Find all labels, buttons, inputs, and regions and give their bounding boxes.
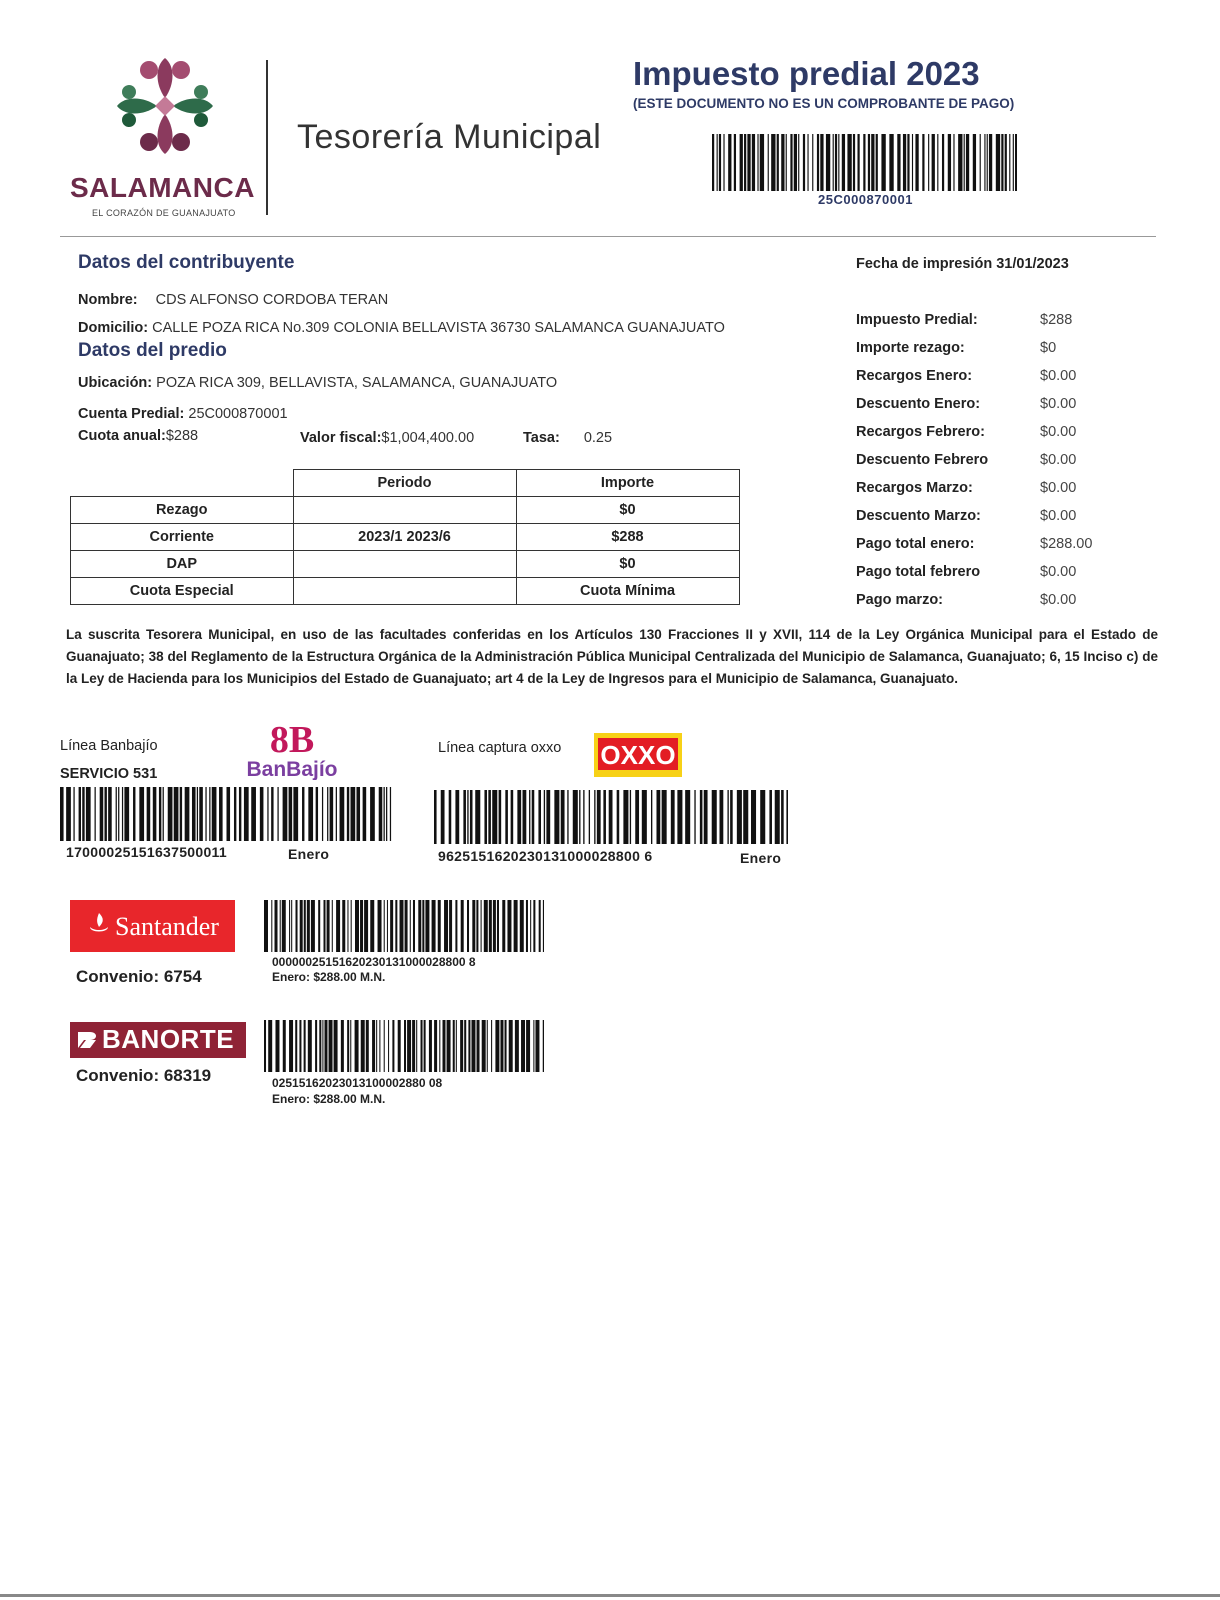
table-row-concept: Rezago	[71, 497, 294, 524]
header-divider	[266, 60, 268, 215]
summary-label: Descuento Marzo:	[856, 508, 981, 524]
oxxo-barcode	[434, 790, 788, 844]
santander-barcode	[264, 900, 544, 952]
table-row-period	[293, 551, 516, 578]
table-header-row	[71, 470, 740, 497]
summary-value: $0.00	[1040, 480, 1077, 496]
logo-tagline: EL CORAZÓN DE GUANAJUATO	[92, 208, 236, 218]
banbajio-month: Enero	[288, 846, 330, 862]
svg-text:8B: 8B	[269, 722, 315, 761]
summary-label: Importe rezago:	[856, 340, 965, 356]
table-row-concept: Corriente	[71, 524, 294, 551]
fiscal-value-field	[300, 430, 474, 446]
oxxo-logo	[594, 733, 682, 777]
property-account-label: Cuenta Predial:	[78, 406, 185, 422]
banorte-agreement: Convenio: 68319	[76, 1066, 212, 1085]
summary-value: $288	[1040, 312, 1073, 328]
tax-rate: 0.25	[583, 430, 613, 446]
print-date-label: Fecha de impresión	[856, 256, 993, 272]
table-row-amount: $0	[516, 551, 739, 578]
legal-notice: La suscrita Tesorera Municipal, en uso de las facultades conferidas en los Artículos 130 Fracciones II y XVII, 114 de la Ley Orgánica Municipal para el Estado de Guanajuato; 38 del Reglamento de la Estructura Orgánica de la Administración Pública Municipal Centralizada del Municipio de Salamanca, Guanajuato; 6, 15 Inciso c) de la Ley de Hacienda para los Municipios del Estado de Guanajuato; art 4 de la Ley de Ingresos para el Municipio de Salamanca, Guanajuato.	[66, 627, 1158, 686]
taxpayer-address-label: Domicilio:	[78, 320, 149, 336]
property-account-field	[78, 406, 288, 422]
banorte-logo-text: BANORTE	[102, 1024, 235, 1054]
page-bottom-edge	[0, 1594, 1220, 1597]
santander-amount: Enero: $288.00 M.N.	[272, 970, 386, 984]
oxxo-month: Enero	[740, 850, 782, 866]
tax-rate-label: Tasa:	[523, 430, 560, 446]
summary-label: Pago marzo:	[856, 592, 944, 608]
summary-value: $0.00	[1040, 368, 1077, 384]
santander-flame-icon	[86, 911, 112, 937]
fiscal-value: $1,004,400.00	[381, 430, 475, 446]
taxpayer-name: CDS ALFONSO CORDOBA TERAN	[155, 292, 389, 308]
table-row-concept: Cuota Especial	[71, 578, 294, 605]
property-account: 25C000870001	[188, 406, 288, 422]
banorte-amount: Enero: $288.00 M.N.	[272, 1092, 386, 1106]
banbajio-barcode-number: 17000025151637500011	[66, 844, 227, 860]
banbajio-logo-text: BanBajío	[246, 758, 338, 780]
period-table	[70, 469, 740, 605]
document-title: Impuesto predial 2023	[633, 55, 980, 92]
annual-fee-field	[78, 428, 198, 444]
table-row-amount: $0	[516, 497, 739, 524]
banorte-barcode	[264, 1020, 544, 1072]
summary-value: $0.00	[1040, 452, 1077, 468]
salamanca-logo-icon	[100, 44, 230, 174]
summary-label: Recargos Marzo:	[856, 480, 973, 496]
summary-value: $288.00	[1040, 536, 1093, 552]
department-name: Tesorería Municipal	[297, 118, 602, 156]
print-date: 31/01/2023	[996, 256, 1069, 272]
banbajio-barcode	[60, 787, 392, 841]
table-row-amount: $288	[516, 524, 739, 551]
santander-agreement: Convenio: 6754	[76, 967, 202, 986]
summary-label: Descuento Febrero	[856, 452, 989, 468]
banorte-barcode-number: 02515162023013100002880 08	[272, 1076, 443, 1090]
banbajio-service: SERVICIO 531	[60, 766, 158, 782]
summary-value: $0.00	[1040, 396, 1077, 412]
table-header-period: Periodo	[293, 470, 516, 497]
table-row-period	[293, 578, 516, 605]
table-row-period: 2023/1 2023/6	[293, 524, 516, 551]
taxpayer-address-field	[78, 320, 725, 336]
table-row-concept: DAP	[71, 551, 294, 578]
table-row	[71, 578, 740, 605]
table-header-amount: Importe	[516, 470, 739, 497]
summary-label: Pago total febrero	[856, 564, 981, 580]
taxpayer-section-title: Datos del contribuyente	[78, 252, 295, 273]
account-barcode-number: 25C000870001	[818, 192, 913, 207]
oxxo-line-label: Línea captura oxxo	[438, 740, 562, 756]
property-location: POZA RICA 309, BELLAVISTA, SALAMANCA, GUANAJUATO	[156, 375, 558, 391]
banbajio-line-label: Línea Banbajío	[60, 738, 158, 754]
annual-fee: $288	[165, 428, 199, 444]
property-location-label: Ubicación:	[78, 375, 153, 391]
taxpayer-address: CALLE POZA RICA No.309 COLONIA BELLAVISTA 36730 SALAMANCA GUANAJUATO	[152, 320, 725, 336]
summary-value: $0.00	[1040, 592, 1077, 608]
tax-rate-field	[523, 430, 612, 446]
table-row-amount: Cuota Mínima	[516, 578, 739, 605]
summary-label: Recargos Enero:	[856, 368, 973, 384]
oxxo-barcode-number: 9625151620230131000028800 6	[438, 848, 653, 864]
summary-label: Pago total enero:	[856, 536, 975, 552]
account-barcode	[712, 134, 1017, 191]
document-subtitle: (ESTE DOCUMENTO NO ES UN COMPROBANTE DE PAGO)	[633, 96, 1015, 111]
summary-value: $0	[1040, 340, 1057, 356]
table-row	[71, 551, 740, 578]
summary-value: $0.00	[1040, 508, 1077, 524]
taxpayer-name-label: Nombre:	[78, 292, 138, 308]
taxpayer-name-field	[78, 292, 388, 308]
summary-label: Descuento Enero:	[856, 396, 981, 412]
print-date-field	[856, 256, 1069, 272]
banorte-symbol-icon	[76, 1028, 100, 1052]
property-section-title: Datos del predio	[78, 340, 227, 361]
table-row	[71, 497, 740, 524]
summary-label: Recargos Febrero:	[856, 424, 985, 440]
annual-fee-label: Cuota anual:	[78, 428, 166, 444]
header-rule	[60, 236, 1156, 237]
summary-value: $0.00	[1040, 424, 1077, 440]
table-row-period	[293, 497, 516, 524]
table-header-blank	[71, 470, 294, 497]
fiscal-value-label: Valor fiscal:	[300, 430, 382, 446]
oxxo-logo-text: OXXO	[600, 740, 676, 770]
summary-value: $0.00	[1040, 564, 1077, 580]
banbajio-logo	[240, 722, 350, 780]
logo-name: SALAMANCA	[70, 172, 255, 203]
property-location-field	[78, 375, 557, 391]
table-row	[71, 524, 740, 551]
summary-label: Impuesto Predial:	[856, 312, 978, 328]
santander-logo-text: Santander	[115, 912, 219, 941]
santander-barcode-number: 00000025151620230131000028800 8	[272, 955, 476, 969]
